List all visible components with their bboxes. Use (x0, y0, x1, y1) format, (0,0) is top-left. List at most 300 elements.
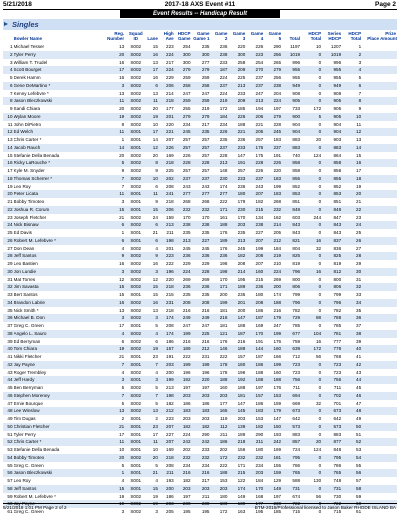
table-cell: 163 (237, 509, 246, 514)
table-cell: 129 (273, 478, 282, 483)
table-cell: 203 (210, 485, 228, 493)
table-cell: 235 (201, 44, 210, 49)
table-cell: 157 (237, 354, 246, 359)
table-cell: 188 (237, 121, 246, 127)
table-cell: 20 (3, 190, 14, 198)
table-cell: 748 (333, 478, 342, 483)
table-cell: 825 (322, 252, 342, 260)
table-cell: 187 (228, 330, 246, 338)
table-cell (380, 206, 397, 214)
table-cell: 13 (119, 90, 125, 96)
table-cell: 58 (3, 485, 14, 493)
table-row[interactable] (3, 136, 397, 144)
table-cell: 216 (175, 469, 192, 477)
column-header: 5 (278, 36, 282, 41)
table-cell: 48 (342, 407, 362, 415)
table-cell: 130 (313, 478, 322, 483)
table-cell: 15 (104, 206, 125, 214)
table-cell: 10 (3, 113, 14, 121)
table-cell: 226 (159, 144, 175, 152)
table-cell: 229 (201, 261, 210, 266)
table-cell (362, 322, 380, 330)
table-cell: 104 (301, 330, 322, 338)
table-cell: 180 (255, 292, 264, 297)
table-row[interactable] (3, 392, 397, 400)
table-row[interactable] (3, 423, 397, 431)
table-cell: 0 (301, 407, 322, 415)
table-cell: 819 (333, 261, 342, 266)
table-cell (380, 345, 397, 353)
table-cell: 55 (7, 462, 13, 468)
table-cell: 165 (210, 407, 228, 415)
table-cell: 5 (155, 462, 158, 468)
table-cell (362, 121, 380, 129)
table-cell: 214 (166, 90, 174, 96)
table-cell (362, 90, 380, 98)
table-cell: Tyler Perry (14, 51, 105, 59)
table-cell: Michael Tesser (13, 44, 45, 49)
table-cell (380, 198, 397, 206)
table-cell: Leo Bastien (13, 261, 38, 266)
table-cell: 191 (228, 159, 246, 167)
table-cell: 799 (292, 292, 301, 297)
table-cell: 13 (7, 137, 13, 142)
table-cell: 243 (255, 183, 264, 189)
table-cell: 853 (282, 190, 301, 198)
table-cell: 223 (246, 51, 264, 59)
table-cell: 806 (282, 283, 301, 291)
table-cell: 10 (152, 447, 158, 452)
table-cell (380, 454, 397, 462)
table-cell: 59 (356, 493, 362, 499)
table-cell: 905 (322, 113, 342, 121)
table-cell: Tyler Perry (13, 431, 36, 437)
table-cell: 213 (166, 385, 174, 390)
table-cell: 21 (7, 199, 13, 204)
table-cell: 234 (219, 121, 228, 127)
table-cell: 573 (282, 423, 301, 431)
table-cell: 10 (342, 113, 362, 121)
table-cell: 4 (121, 478, 125, 483)
table-cell: 258 (175, 82, 192, 90)
table-cell: 236 (246, 283, 264, 291)
table-cell: S001 (125, 423, 146, 431)
table-row[interactable] (3, 338, 397, 346)
table-cell (362, 66, 380, 74)
table-cell: 56 (342, 469, 362, 477)
table-row[interactable] (3, 82, 397, 90)
table-cell: 16 (152, 261, 158, 266)
table-row[interactable] (3, 276, 397, 284)
table-cell: 2 (342, 51, 362, 59)
table-cell: S001 (125, 144, 146, 152)
table-cell: 955 (333, 75, 342, 80)
table-cell: 4 (342, 66, 362, 74)
table-cell: 781 (322, 330, 342, 338)
table-cell: S001 (125, 128, 146, 136)
table-row[interactable] (3, 307, 397, 315)
table-row[interactable] (3, 74, 397, 82)
event-title: 2017-18 AXS Event #11 (164, 1, 236, 8)
table-cell: 188 (210, 221, 228, 229)
table-row[interactable] (3, 105, 397, 113)
table-row[interactable] (3, 322, 397, 330)
table-cell: 201 (228, 299, 246, 307)
table-cell: 232 (175, 206, 192, 214)
table-cell: 232 (192, 454, 211, 462)
table-cell: 181 (219, 307, 228, 313)
table-row[interactable] (3, 485, 397, 493)
table-cell: 197 (255, 385, 264, 390)
table-cell: S002 (125, 221, 146, 229)
table-cell: 6 (155, 338, 158, 344)
table-cell: 170 (246, 330, 264, 338)
table-cell: 181 (264, 454, 282, 462)
table-row[interactable] (3, 353, 397, 361)
table-cell: 195 (201, 509, 210, 514)
table-cell: 0 (318, 59, 322, 65)
table-cell: 722 (322, 500, 342, 508)
table-cell: 202 (182, 447, 191, 452)
table-cell: 12 (146, 144, 159, 152)
table-row[interactable] (3, 214, 397, 222)
table-cell: 279 (192, 113, 211, 121)
table-row[interactable] (3, 245, 397, 253)
table-cell: 277 (175, 190, 192, 198)
table-cell (380, 407, 397, 415)
table-cell: 883 (333, 431, 342, 437)
table-cell: 207 (255, 261, 264, 266)
table-cell: 5 (358, 75, 362, 80)
table-row[interactable] (3, 477, 397, 485)
table-cell: 206 (159, 82, 175, 90)
table-row[interactable] (3, 175, 397, 183)
table-row[interactable] (3, 361, 397, 369)
table-cell: Peter Licata (14, 190, 105, 198)
table-cell: 179 (264, 314, 282, 322)
table-cell: S002 (130, 183, 142, 189)
table-row[interactable] (3, 369, 397, 377)
table-cell: Bert Santos (13, 292, 38, 297)
table-cell: 5 (9, 75, 13, 80)
table-row[interactable] (3, 237, 397, 245)
table-cell: 3 (155, 509, 158, 514)
table-cell (362, 167, 380, 175)
table-cell (380, 493, 397, 501)
table-cell: 49 (7, 416, 13, 421)
table-cell: 181 (228, 392, 246, 400)
table-cell: 207 (159, 423, 175, 431)
table-cell: Chris Carter * (14, 438, 105, 446)
table-cell: 799 (333, 292, 342, 297)
table-row[interactable] (3, 121, 397, 129)
table-cell: 0 (318, 292, 322, 297)
table-cell (380, 423, 397, 431)
table-cell: 197 (201, 385, 210, 390)
table-cell: Jason Bleczkowski (14, 469, 105, 477)
table-row[interactable] (3, 229, 397, 237)
table-cell: 855 (322, 175, 342, 183)
table-cell: 229 (166, 75, 174, 80)
column-header: Number (107, 36, 125, 41)
collapse-arrow-icon[interactable] (4, 22, 8, 26)
table-cell: 15 (119, 292, 125, 297)
table-row[interactable] (3, 384, 397, 392)
table-cell: 222 (219, 462, 228, 468)
table-row[interactable] (3, 59, 397, 67)
table-cell: 222 (219, 199, 228, 204)
table-cell: 208 (246, 252, 264, 260)
table-cell: 11 (104, 128, 125, 136)
footer-right: BTM-2015/Professional licensed to Jason Baker RHODE ISLAND BA (254, 505, 396, 510)
table-cell: 883 (282, 144, 301, 152)
table-cell (362, 74, 380, 82)
table-cell: 31 (356, 276, 362, 282)
table-cell: 182 (192, 423, 211, 431)
table-cell: S002 (125, 454, 146, 462)
table-row[interactable] (3, 345, 397, 353)
table-row[interactable] (3, 462, 397, 470)
table-cell: S001 (125, 237, 146, 245)
table-row[interactable] (3, 252, 397, 260)
table-cell: 178 (219, 369, 228, 375)
table-row[interactable] (3, 376, 397, 384)
table-cell: Jacob Rauch (14, 144, 105, 152)
table-cell: 268 (273, 199, 282, 204)
table-row[interactable] (3, 159, 397, 167)
table-cell: 199 (175, 361, 192, 369)
table-row[interactable] (3, 330, 397, 338)
table-row[interactable] (3, 167, 397, 175)
table-row[interactable] (3, 415, 397, 423)
table-cell: 6 (146, 237, 159, 245)
table-cell: 782 (333, 307, 342, 313)
table-cell: 723 (282, 361, 301, 369)
table-cell: 208 (175, 299, 192, 307)
table-cell: 191 (255, 338, 264, 344)
table-cell: 189 (210, 237, 228, 245)
table-cell: 230 (264, 500, 282, 508)
table-cell: 56 (3, 469, 14, 477)
table-cell (362, 493, 380, 501)
table-cell: 220 (192, 376, 211, 384)
table-cell: 279 (264, 66, 282, 74)
table-row[interactable] (3, 407, 397, 415)
table-cell: 14 (152, 137, 158, 142)
table-row[interactable] (3, 268, 397, 276)
table-row[interactable] (3, 400, 397, 408)
table-cell: 159 (264, 469, 282, 477)
table-cell (380, 74, 397, 82)
table-cell: 17 (119, 431, 125, 437)
table-cell: 0 (318, 416, 322, 421)
table-cell: 176 (246, 144, 264, 152)
table-cell: 203 (159, 500, 175, 508)
table-cell: S001 (130, 292, 142, 297)
table-cell: 800 (333, 276, 342, 282)
table-row[interactable] (3, 291, 397, 299)
table-cell: S002 (130, 59, 142, 65)
table-cell: 673 (322, 407, 342, 415)
table-cell: 15 (104, 283, 125, 291)
table-cell: 7 (104, 361, 125, 369)
table-cell: 161 (219, 214, 228, 220)
table-cell: 213 (228, 237, 246, 245)
table-cell: 1 (104, 469, 125, 477)
table-cell: 198 (210, 268, 228, 276)
table-row[interactable] (3, 260, 397, 268)
table-cell: 242 (264, 438, 282, 446)
table-cell: Brandon Labrie (14, 299, 105, 307)
table-cell: 1019 (282, 51, 301, 59)
table-row[interactable] (3, 51, 397, 59)
table-cell: S002 (125, 66, 146, 74)
table-cell: 843 (292, 230, 301, 235)
table-cell: 0 (301, 392, 322, 400)
table-row[interactable] (3, 43, 397, 51)
table-cell: 0 (301, 252, 322, 260)
table-row[interactable] (3, 183, 397, 191)
table-cell: S002 (125, 252, 146, 260)
table-cell: 279 (192, 66, 211, 74)
table-cell: 199 (273, 183, 282, 189)
table-row[interactable] (3, 97, 397, 105)
table-cell: Michael B. Don (14, 314, 105, 322)
table-cell: 243 (201, 183, 210, 189)
table-cell: Jason Bleczkowski (14, 97, 105, 105)
table-cell: 224 (219, 90, 228, 96)
table-cell: 228 (273, 121, 282, 127)
table-cell: 212 (192, 345, 211, 353)
table-cell: 853 (322, 190, 342, 198)
table-cell: 843 (322, 221, 342, 229)
table-cell: 228 (219, 152, 228, 158)
table-cell: 182 (246, 423, 264, 431)
table-row[interactable] (3, 206, 397, 214)
table-row[interactable] (3, 90, 397, 98)
table-cell: 7 (146, 361, 159, 369)
table-row[interactable] (3, 144, 397, 152)
table-row[interactable] (3, 469, 397, 477)
table-cell (362, 369, 380, 377)
table-row[interactable] (3, 190, 397, 198)
table-cell: 20 (316, 137, 322, 142)
column-header: Total (350, 36, 362, 41)
table-cell (380, 276, 397, 284)
table-row[interactable] (3, 152, 397, 160)
table-cell: 19 (146, 345, 159, 353)
table-cell: 59 (7, 493, 13, 499)
table-cell: 182 (166, 400, 174, 406)
table-row[interactable] (3, 454, 397, 462)
table-cell: 160 (246, 268, 264, 276)
table-cell (380, 66, 397, 74)
table-cell: S001 (125, 206, 146, 214)
table-cell: 257 (175, 144, 192, 152)
table-row[interactable] (3, 299, 397, 307)
table-row[interactable] (3, 314, 397, 322)
table-cell: 3 (358, 59, 362, 65)
table-cell: 796 (282, 299, 301, 307)
table-cell: 134 (255, 214, 264, 220)
table-row[interactable] (3, 438, 397, 446)
table-cell: 2 (3, 51, 14, 59)
table-cell: 215 (228, 469, 246, 477)
table-cell: 196 (182, 369, 191, 375)
table-cell: 150 (264, 423, 282, 431)
table-cell: 185 (273, 509, 282, 514)
table-row[interactable] (3, 446, 397, 454)
table-cell: 1 (121, 230, 125, 235)
table-cell: 11 (146, 190, 159, 198)
table-cell: 759 (292, 338, 301, 344)
table-cell: 25 (7, 230, 13, 235)
table-cell: S002 (130, 168, 142, 173)
table-cell: 45 (7, 385, 13, 390)
table-cell: 256 (273, 75, 282, 80)
table-cell: 0 (301, 82, 322, 90)
table-row[interactable] (3, 283, 397, 291)
table-cell: 10 (146, 175, 159, 183)
table-row[interactable] (3, 113, 397, 121)
table-cell: 22 (3, 206, 14, 214)
section-header[interactable] (3, 19, 397, 30)
table-cell: 160 (264, 345, 282, 353)
table-cell: 188 (237, 323, 246, 328)
table-cell: 4 (155, 369, 158, 375)
table-cell: 29 (7, 261, 13, 266)
table-row[interactable] (3, 128, 397, 136)
table-cell: 19 (104, 500, 125, 508)
table-cell: Christian Fletcher (14, 423, 105, 431)
table-cell: S001 (125, 376, 146, 384)
table-cell: 642 (333, 416, 342, 421)
table-row[interactable] (3, 221, 397, 229)
table-cell: 184 (273, 245, 282, 251)
table-cell: S001 (125, 190, 146, 198)
table-cell: 54 (3, 454, 14, 462)
table-row[interactable] (3, 66, 397, 74)
table-cell: 177 (219, 400, 228, 406)
table-cell (380, 175, 397, 183)
table-row[interactable] (3, 198, 397, 206)
table-cell: 1019 (322, 51, 342, 59)
table-cell: 196 (159, 268, 175, 276)
table-cell: 852 (333, 183, 342, 189)
table-cell: 3 (104, 268, 125, 276)
table-cell: 186 (255, 400, 264, 406)
table-cell: 208 (192, 299, 211, 307)
table-cell: S002 (125, 345, 146, 353)
table-cell: S002 (130, 338, 142, 344)
table-cell: 233 (228, 144, 246, 152)
table-cell (380, 51, 397, 59)
table-cell: S002 (130, 509, 142, 514)
table-cell: 232 (264, 206, 282, 214)
table-cell: 14 (342, 144, 362, 152)
table-row[interactable] (3, 431, 397, 439)
table-cell: S002 (130, 152, 142, 158)
table-cell: S002 (130, 245, 142, 251)
table-cell (362, 260, 380, 268)
table-cell: 48 (3, 407, 14, 415)
table-row[interactable] (3, 493, 397, 501)
table-cell: 182 (255, 199, 264, 204)
table-cell (362, 175, 380, 183)
table-cell: 238 (192, 221, 211, 229)
table-cell: 191 (273, 152, 282, 158)
table-cell (380, 221, 397, 229)
